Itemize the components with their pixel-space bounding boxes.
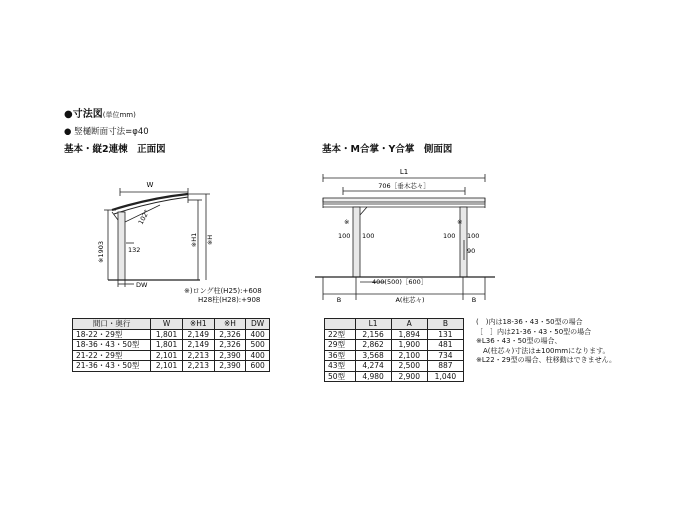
front-h1-label: ※H1 bbox=[190, 232, 198, 248]
front-w-label: W bbox=[146, 181, 154, 189]
table-cell: 2,900 bbox=[391, 371, 427, 382]
table-cell: 481 bbox=[427, 340, 463, 351]
side-100-a: 100 bbox=[338, 232, 351, 240]
table-cell: 50型 bbox=[325, 371, 356, 382]
side-star-right: ※ bbox=[457, 218, 463, 226]
side-100-b: 100 bbox=[362, 232, 375, 240]
side-dimension-table bbox=[324, 318, 464, 382]
table-row bbox=[325, 329, 464, 340]
table-cell: 1,801 bbox=[151, 340, 183, 351]
side-100-c: 100 bbox=[443, 232, 456, 240]
table-cell: 600 bbox=[246, 361, 270, 372]
table-header-row bbox=[73, 319, 270, 330]
table-cell: 1,900 bbox=[391, 340, 427, 351]
front-view-title: 基本・縦2連棟 正面図 bbox=[64, 144, 166, 155]
table-cell: 2,100 bbox=[391, 350, 427, 361]
table-cell: 2,213 bbox=[182, 350, 214, 361]
front-view-drawing bbox=[60, 160, 220, 295]
front-1903-label: ※1903 bbox=[97, 241, 105, 263]
table-cell: 2,149 bbox=[182, 329, 214, 340]
table-cell: 18-22・29型 bbox=[73, 329, 151, 340]
page-title: ●寸法図(単位mm) bbox=[64, 109, 136, 120]
table-header: DW bbox=[246, 319, 270, 330]
table-row bbox=[325, 350, 464, 361]
table-cell: 3,568 bbox=[355, 350, 391, 361]
table-cell: 131 bbox=[427, 329, 463, 340]
table-cell: 2,862 bbox=[355, 340, 391, 351]
table-header: ※H1 bbox=[182, 319, 214, 330]
table-cell: 2,500 bbox=[391, 361, 427, 372]
table-cell: 22型 bbox=[325, 329, 356, 340]
table-cell: 21-36・43・50型 bbox=[73, 361, 151, 372]
table-cell: 1,040 bbox=[427, 371, 463, 382]
table-header: A bbox=[391, 319, 427, 330]
table-header: W bbox=[151, 319, 183, 330]
front-slope-label: 102° bbox=[136, 208, 152, 226]
table-cell: 887 bbox=[427, 361, 463, 372]
front-dw-label: DW bbox=[136, 281, 148, 289]
table-cell: 2,326 bbox=[214, 340, 246, 351]
table-row bbox=[73, 340, 270, 351]
table-header: ※H bbox=[214, 319, 246, 330]
side-400-label: 400(500)［600］ bbox=[372, 278, 428, 286]
table-cell: 18-36・43・50型 bbox=[73, 340, 151, 351]
side-b-left: B bbox=[336, 296, 342, 304]
table-cell: 2,213 bbox=[182, 361, 214, 372]
front-dimension-table bbox=[72, 318, 270, 372]
table-row bbox=[73, 350, 270, 361]
table-cell: 400 bbox=[246, 350, 270, 361]
front-132-label: 132 bbox=[128, 246, 141, 254]
front-h-label: ※H bbox=[206, 234, 214, 246]
table-cell: 500 bbox=[246, 340, 270, 351]
table-cell: 43型 bbox=[325, 361, 356, 372]
table-cell: 29型 bbox=[325, 340, 356, 351]
note-line: ［ ］内は21-36・43・50型の場合 bbox=[476, 327, 592, 336]
table-cell: 4,980 bbox=[355, 371, 391, 382]
table-header: 間口・奥行 bbox=[73, 319, 151, 330]
front-footnote: ※)ロング柱(H25):+608 H28柱(H28):+908 bbox=[184, 287, 262, 304]
table-header-row bbox=[325, 319, 464, 330]
side-l1-label: L1 bbox=[399, 168, 409, 176]
table-cell: 2,101 bbox=[151, 361, 183, 372]
table-cell: 2,326 bbox=[214, 329, 246, 340]
side-706-label: 706［垂木芯々］ bbox=[378, 182, 430, 190]
table-row bbox=[325, 371, 464, 382]
table-cell: 2,149 bbox=[182, 340, 214, 351]
note-line: A(柱芯々)寸法は±100mmになります。 bbox=[476, 346, 610, 355]
note-line: ※L36・43・50型の場合、 bbox=[476, 337, 562, 346]
table-header: L1 bbox=[355, 319, 391, 330]
note-line: ( )内は18-36・43・50型の場合 bbox=[476, 318, 583, 326]
table-row bbox=[73, 329, 270, 340]
table-cell: 2,156 bbox=[355, 329, 391, 340]
side-90-label: 90 bbox=[467, 247, 476, 255]
table-row bbox=[325, 340, 464, 351]
side-view-title: 基本・M合掌・Y合掌 側面図 bbox=[322, 144, 453, 155]
side-b-right: B bbox=[471, 296, 477, 304]
side-a-label: A(柱芯々) bbox=[395, 296, 425, 304]
table-cell: 2,390 bbox=[214, 350, 246, 361]
table-cell: 2,390 bbox=[214, 361, 246, 372]
table-row bbox=[325, 361, 464, 372]
table-cell: 734 bbox=[427, 350, 463, 361]
note-line: ※L22・29型の場合、柱移動はできません。 bbox=[476, 356, 616, 365]
table-row bbox=[73, 361, 270, 372]
table-cell: 1,801 bbox=[151, 329, 183, 340]
table-header: B bbox=[427, 319, 463, 330]
table-header bbox=[325, 319, 356, 330]
side-star-left: ※ bbox=[344, 218, 350, 226]
side-100-d: 100 bbox=[467, 232, 480, 240]
table-cell: 1,894 bbox=[391, 329, 427, 340]
table-cell: 400 bbox=[246, 329, 270, 340]
table-cell: 36型 bbox=[325, 350, 356, 361]
table-cell: 21-22・29型 bbox=[73, 350, 151, 361]
downspout-spec: ● 竪樋断面寸法=φ40 bbox=[64, 127, 149, 137]
notes-block bbox=[476, 318, 616, 366]
table-cell: 2,101 bbox=[151, 350, 183, 361]
side-view-drawing bbox=[315, 160, 495, 305]
table-cell: 4,274 bbox=[355, 361, 391, 372]
